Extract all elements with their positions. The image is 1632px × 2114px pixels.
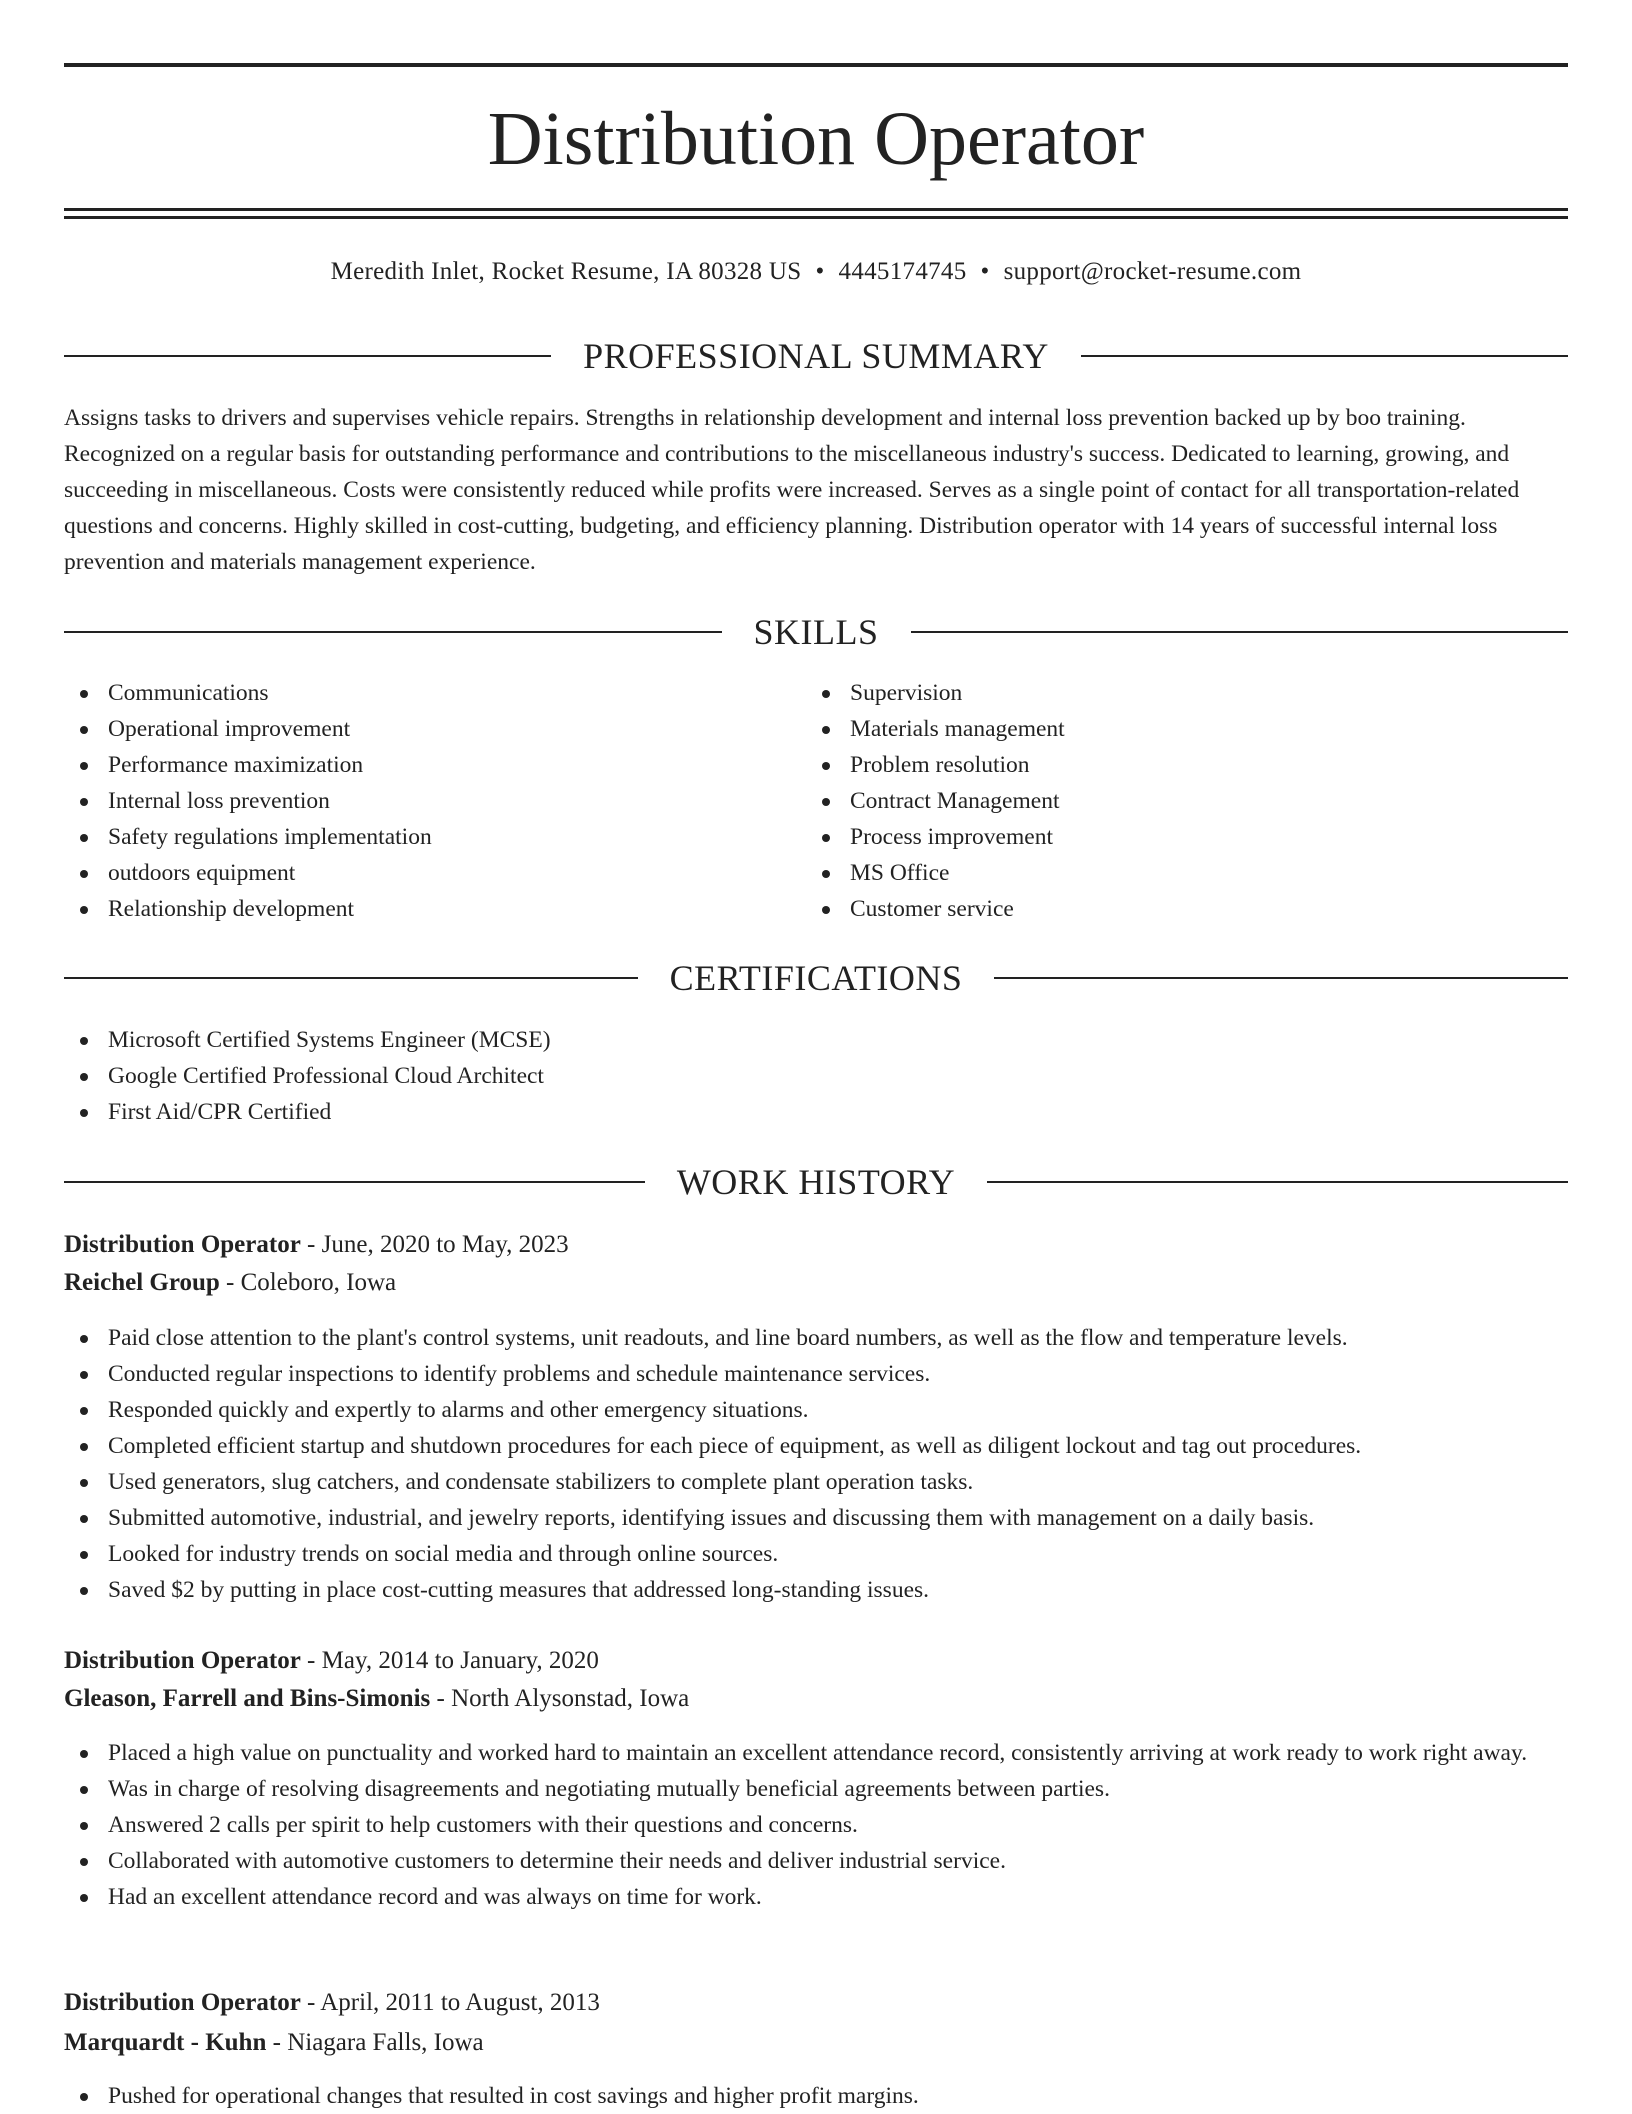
job-title-line: Distribution Operator - May, 2014 to January, 2020	[64, 1647, 599, 1674]
certification-item: Google Certified Professional Cloud Architect	[64, 1058, 1568, 1094]
skill-item: outdoors equipment	[64, 855, 804, 891]
certifications-heading	[64, 956, 1568, 1000]
job-duty-item: Answered 2 calls per spirit to help customers with their questions and concerns.	[64, 1807, 1568, 1843]
certification-item: First Aid/CPR Certified	[64, 1094, 1568, 1130]
job-duty-item: Collaborated with automotive customers to determine their needs and deliver industrial service.	[64, 1843, 1568, 1879]
skill-item: Communications	[64, 675, 804, 711]
contact-separator: •	[815, 258, 825, 285]
job-duties-list	[64, 1320, 1568, 1608]
job-duty-item: Responded quickly and expertly to alarms and other emergency situations.	[64, 1392, 1568, 1428]
skill-item: Supervision	[806, 675, 1546, 711]
job-company-line: Marquardt - Kuhn - Niagara Falls, Iowa	[64, 2029, 484, 2056]
heading-rule-right	[987, 1181, 1568, 1183]
skill-item: Customer service	[806, 891, 1546, 927]
job-duty-item: Had an excellent attendance record and was always on time for work.	[64, 1879, 1568, 1915]
skills-list-left	[64, 675, 804, 927]
contact-email: support@rocket-resume.com	[1003, 258, 1302, 285]
skills-list-right	[806, 675, 1546, 927]
job-dates: June, 2020 to May, 2023	[321, 1231, 569, 1258]
job-location: Coleboro, Iowa	[240, 1269, 397, 1296]
summary-heading	[64, 334, 1568, 378]
heading-rule-right	[1081, 355, 1568, 357]
skill-item: Relationship development	[64, 891, 804, 927]
job-duty-item: Looked for industry trends on social media and through online sources.	[64, 1536, 1568, 1572]
job-company-line: Gleason, Farrell and Bins-Simonis - North Alysonstad, Iowa	[64, 1685, 690, 1712]
skill-item: Operational improvement	[64, 711, 804, 747]
job-title-line: Distribution Operator - June, 2020 to May, 2023	[64, 1231, 569, 1258]
skill-item: Materials management	[806, 711, 1546, 747]
header-top-rule	[64, 63, 1568, 67]
skill-item: Safety regulations implementation	[64, 819, 804, 855]
job-title-line: Distribution Operator - April, 2011 to August, 2013	[64, 1989, 600, 2016]
job-title: Distribution Operator	[64, 1647, 301, 1674]
job-company-line: Reichel Group - Coleboro, Iowa	[64, 1269, 397, 1296]
skills-heading-text: SKILLS	[753, 612, 879, 652]
job-company: Gleason, Farrell and Bins-Simonis	[64, 1685, 431, 1712]
skill-item: Internal loss prevention	[64, 783, 804, 819]
job-duty-item: Conducted regular inspections to identify problems and schedule maintenance services.	[64, 1356, 1568, 1392]
work-history-heading	[64, 1160, 1568, 1204]
skill-item: Contract Management	[806, 783, 1546, 819]
heading-rule-left	[64, 1181, 645, 1183]
job-duty-item: Placed a high value on punctuality and worked hard to maintain an excellent attendance record, consistently arriving at work ready to work right away.	[64, 1735, 1568, 1771]
job-duty-item: Completed efficient startup and shutdown procedures for each piece of equipment, as well as diligent lockout and tag out procedures.	[64, 1428, 1568, 1464]
header-bottom-rule-2	[64, 216, 1568, 219]
skill-item: MS Office	[806, 855, 1546, 891]
contact-phone: 4445174745	[838, 258, 967, 285]
contact-separator: •	[980, 258, 990, 285]
job-duty-item: Was in charge of resolving disagreements and negotiating mutually beneficial agreements between parties.	[64, 1771, 1568, 1807]
summary-heading-text: PROFESSIONAL SUMMARY	[583, 336, 1049, 376]
skill-item: Problem resolution	[806, 747, 1546, 783]
heading-rule-left	[64, 631, 722, 633]
resume-title: Distribution Operator	[487, 97, 1145, 181]
job-duty-item: Saved $2 by putting in place cost-cutting measures that addressed long-standing issues.	[64, 1572, 1568, 1608]
heading-rule-left	[64, 977, 638, 979]
work-history-heading-text: WORK HISTORY	[676, 1162, 956, 1202]
job-company: Marquardt - Kuhn	[64, 2029, 267, 2056]
job-dates: May, 2014 to January, 2020	[321, 1647, 599, 1674]
contact-address: Meredith Inlet, Rocket Resume, IA 80328 US	[330, 258, 802, 285]
job-duty-item: Pushed for operational changes that resulted in cost savings and higher profit margins.	[64, 2078, 1568, 2114]
heading-rule-left	[64, 355, 551, 357]
certifications-heading-text: CERTIFICATIONS	[669, 958, 963, 998]
heading-rule-right	[994, 977, 1568, 979]
job-title: Distribution Operator	[64, 1231, 301, 1258]
header-bottom-rule-1	[64, 208, 1568, 211]
job-location: Niagara Falls, Iowa	[287, 2029, 484, 2056]
skill-item: Performance maximization	[64, 747, 804, 783]
skill-item: Process improvement	[806, 819, 1546, 855]
certification-item: Microsoft Certified Systems Engineer (MCSE)	[64, 1022, 1568, 1058]
job-title: Distribution Operator	[64, 1989, 301, 2016]
certifications-list	[64, 1022, 1568, 1130]
job-duty-item: Submitted automotive, industrial, and jewelry reports, identifying issues and discussing them with management on a daily basis.	[64, 1500, 1568, 1536]
job-duty-item: Used generators, slug catchers, and condensate stabilizers to complete plant operation tasks.	[64, 1464, 1568, 1500]
job-duties-list	[64, 2078, 1568, 2114]
contact-line	[64, 254, 1568, 290]
summary-paragraph: Assigns tasks to drivers and supervises vehicle repairs. Strengths in relationship development and internal loss prevention backed up by boo training. Recognized on a regular basis for outstanding performance and contributions to the miscellaneous industry's success. Dedicated to learning, growing, and succeeding in miscellaneous. Costs were consistently reduced while profits were increased. Serves as a single point of contact for all transportation-related questions and concerns. Highly skilled in cost-cutting, budgeting, and efficiency planning. Distribution operator with 14 years of successful internal loss prevention and materials management experience.	[64, 405, 1520, 575]
skills-heading	[64, 610, 1568, 654]
job-duty-item: Paid close attention to the plant's control systems, unit readouts, and line board numbers, as well as the flow and temperature levels.	[64, 1320, 1568, 1356]
job-dates: April, 2011 to August, 2013	[320, 1989, 600, 2016]
job-company: Reichel Group	[64, 1269, 220, 1296]
job-duties-list	[64, 1735, 1568, 1915]
job-location: North Alysonstad, Iowa	[451, 1685, 690, 1712]
heading-rule-right	[911, 631, 1569, 633]
